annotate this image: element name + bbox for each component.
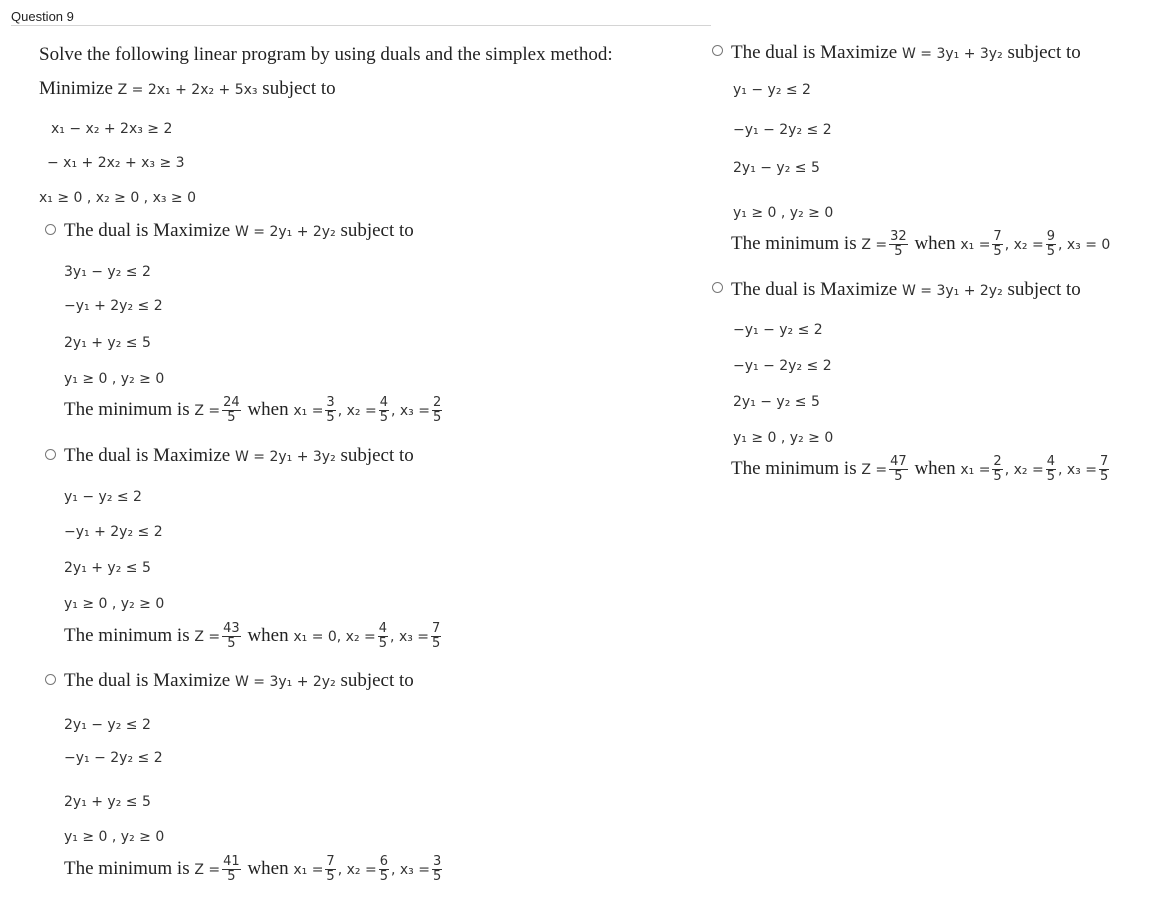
problem-prompt: Solve the following linear program by using duals and the simplex method: [39,44,613,65]
option-1-constraint-3: 2y₁ + y₂ ≤ 5 [64,335,151,351]
option-1-z-label: Z = [194,402,221,419]
option-5-x1-label: x₁ = [960,461,991,478]
option-2-objective: W = 2y₁ + 3y₂ [234,449,336,465]
option-4-constraint-1: y₁ − y₂ ≤ 2 [733,82,811,98]
option-5-constraint-1: −y₁ − y₂ ≤ 2 [733,322,823,338]
option-3-x3-label: , x₃ = [390,861,430,878]
primal-constraint-1: x₁ − x₂ + 2x₃ ≥ 2 [51,121,173,137]
option-3-lead[interactable] [64,670,414,693]
option-2-x3-value: $\frac{7}{5}$ [432,621,441,651]
option-2-lead[interactable] [64,445,414,468]
option-4-min-label: The minimum is [731,232,857,254]
option-1-solution [64,396,444,425]
option-3-when: when [247,857,289,879]
option-5-x2-value: $\frac{4}{5}$ [1046,454,1055,484]
option-5-z-label: Z = [861,461,888,478]
option-5-x3-label: , x₃ = [1057,461,1097,478]
option-1-x1-value: $\frac{3}{5}$ [326,395,335,425]
option-4-x2-label: , x₂ = [1004,236,1044,253]
option-3-lead-text: The dual is Maximize [64,670,231,691]
option-5-min-label: The minimum is [731,457,857,479]
option-1-z-value: $\frac{24}{5}$ [223,395,240,425]
option-2-lead-text: The dual is Maximize [64,445,231,466]
option-4-x1-label: x₁ = [960,236,991,253]
option-4-z-label: Z = [861,236,888,253]
option-2-z-value: $\frac{43}{5}$ [223,621,240,651]
option-5-radio[interactable] [712,282,723,293]
objective-line [39,78,336,101]
option-1-x3-value: $\frac{2}{5}$ [432,395,442,425]
primal-constraint-2: − x₁ + 2x₂ + x₃ ≥ 3 [47,155,185,171]
option-3-radio[interactable] [45,674,56,685]
option-4-solution [731,230,1110,259]
option-5-solution [731,455,1111,484]
option-1-lead-text: The dual is Maximize [64,220,231,241]
option-4-radio[interactable] [712,45,723,56]
option-3-nonneg: y₁ ≥ 0 , y₂ ≥ 0 [64,829,165,845]
option-3-x2-value: $\frac{6}{5}$ [379,854,388,884]
option-5-when: when [914,457,956,479]
option-1-min-label: The minimum is [64,398,190,420]
option-3-min-label: The minimum is [64,857,190,879]
option-4-constraint-3: 2y₁ − y₂ ≤ 5 [733,160,820,176]
option-2-z-label: Z = [194,628,221,645]
option-3-x1-value: $\frac{7}{5}$ [326,854,335,884]
option-2-nonneg: y₁ ≥ 0 , y₂ ≥ 0 [64,596,165,612]
option-2-when: when [247,624,289,646]
option-2-min-label: The minimum is [64,624,190,646]
option-5-z-value: $\frac{47}{5}$ [890,454,907,484]
option-5-constraint-2: −y₁ − 2y₂ ≤ 2 [733,358,832,374]
option-2-x1: x₁ = 0 [293,628,337,645]
option-4-lead[interactable] [731,42,1081,65]
option-4-subject-to: subject to [1007,42,1081,63]
option-1-constraint-2: −y₁ + 2y₂ ≤ 2 [64,298,163,314]
option-2-constraint-1: y₁ − y₂ ≤ 2 [64,489,142,505]
option-4-nonneg: y₁ ≥ 0 , y₂ ≥ 0 [733,205,834,221]
subject-to-label: subject to [262,78,336,99]
option-2-x3-label: , x₃ = [390,628,430,645]
option-4-objective: W = 3y₁ + 3y₂ [901,46,1003,62]
option-1-objective: W = 2y₁ + 2y₂ [234,224,336,240]
option-3-constraint-2: −y₁ − 2y₂ ≤ 2 [64,750,163,766]
option-4-x2-value: $\frac{9}{5}$ [1046,229,1055,259]
option-3-objective: W = 3y₁ + 2y₂ [234,674,336,690]
option-2-solution [64,622,443,651]
option-5-lead[interactable] [731,279,1081,302]
option-3-subject-to: subject to [340,670,414,691]
option-3-x1-label: x₁ = [293,861,324,878]
option-1-x2-label: , x₂ = [337,402,377,419]
option-1-x2-value: $\frac{4}{5}$ [379,395,388,425]
primal-objective: Z = 2x₁ + 2x₂ + 5x₃ [117,82,258,98]
option-4-constraint-2: −y₁ − 2y₂ ≤ 2 [733,122,832,138]
option-5-x3-value: $\frac{7}{5}$ [1099,454,1109,484]
option-5-x2-label: , x₂ = [1004,461,1044,478]
question-header: Question 9 [11,9,74,24]
option-4-lead-text: The dual is Maximize [731,42,898,63]
option-2-x2-label: , x₂ = [336,628,376,645]
option-4-z-value: $\frac{32}{5}$ [890,229,907,259]
option-4-when: when [914,232,956,254]
option-4-x3: , x₃ = 0 [1057,236,1111,253]
option-1-when: when [247,398,289,420]
option-3-x3-value: $\frac{3}{5}$ [432,854,442,884]
option-1-x1-label: x₁ = [293,402,324,419]
option-3-constraint-3: 2y₁ + y₂ ≤ 5 [64,794,151,810]
option-3-constraint-1: 2y₁ − y₂ ≤ 2 [64,717,151,733]
option-2-subject-to: subject to [340,445,414,466]
minimize-label: Minimize [39,78,113,99]
primal-nonneg: x₁ ≥ 0 , x₂ ≥ 0 , x₃ ≥ 0 [39,190,197,206]
option-3-x2-label: , x₂ = [337,861,377,878]
option-5-objective: W = 3y₁ + 2y₂ [901,283,1003,299]
option-1-nonneg: y₁ ≥ 0 , y₂ ≥ 0 [64,371,165,387]
option-4-x1-value: $\frac{7}{5}$ [993,229,1002,259]
option-1-constraint-1: 3y₁ − y₂ ≤ 2 [64,264,151,280]
option-3-z-value: $\frac{41}{5}$ [223,854,240,884]
option-5-lead-text: The dual is Maximize [731,279,898,300]
option-2-x2-value: $\frac{4}{5}$ [378,621,388,651]
header-divider [11,25,711,26]
option-3-solution [64,855,444,884]
option-2-constraint-2: −y₁ + 2y₂ ≤ 2 [64,524,163,540]
option-1-subject-to: subject to [340,220,414,241]
option-5-nonneg: y₁ ≥ 0 , y₂ ≥ 0 [733,430,834,446]
option-5-constraint-3: 2y₁ − y₂ ≤ 5 [733,394,820,410]
option-1-x3-label: , x₃ = [390,402,430,419]
option-5-subject-to: subject to [1007,279,1081,300]
option-2-radio[interactable] [45,449,56,460]
option-5-x1-value: $\frac{2}{5}$ [993,454,1002,484]
option-1-lead[interactable] [64,220,414,243]
option-3-z-label: Z = [194,861,221,878]
option-2-constraint-3: 2y₁ + y₂ ≤ 5 [64,560,151,576]
option-1-radio[interactable] [45,224,56,235]
